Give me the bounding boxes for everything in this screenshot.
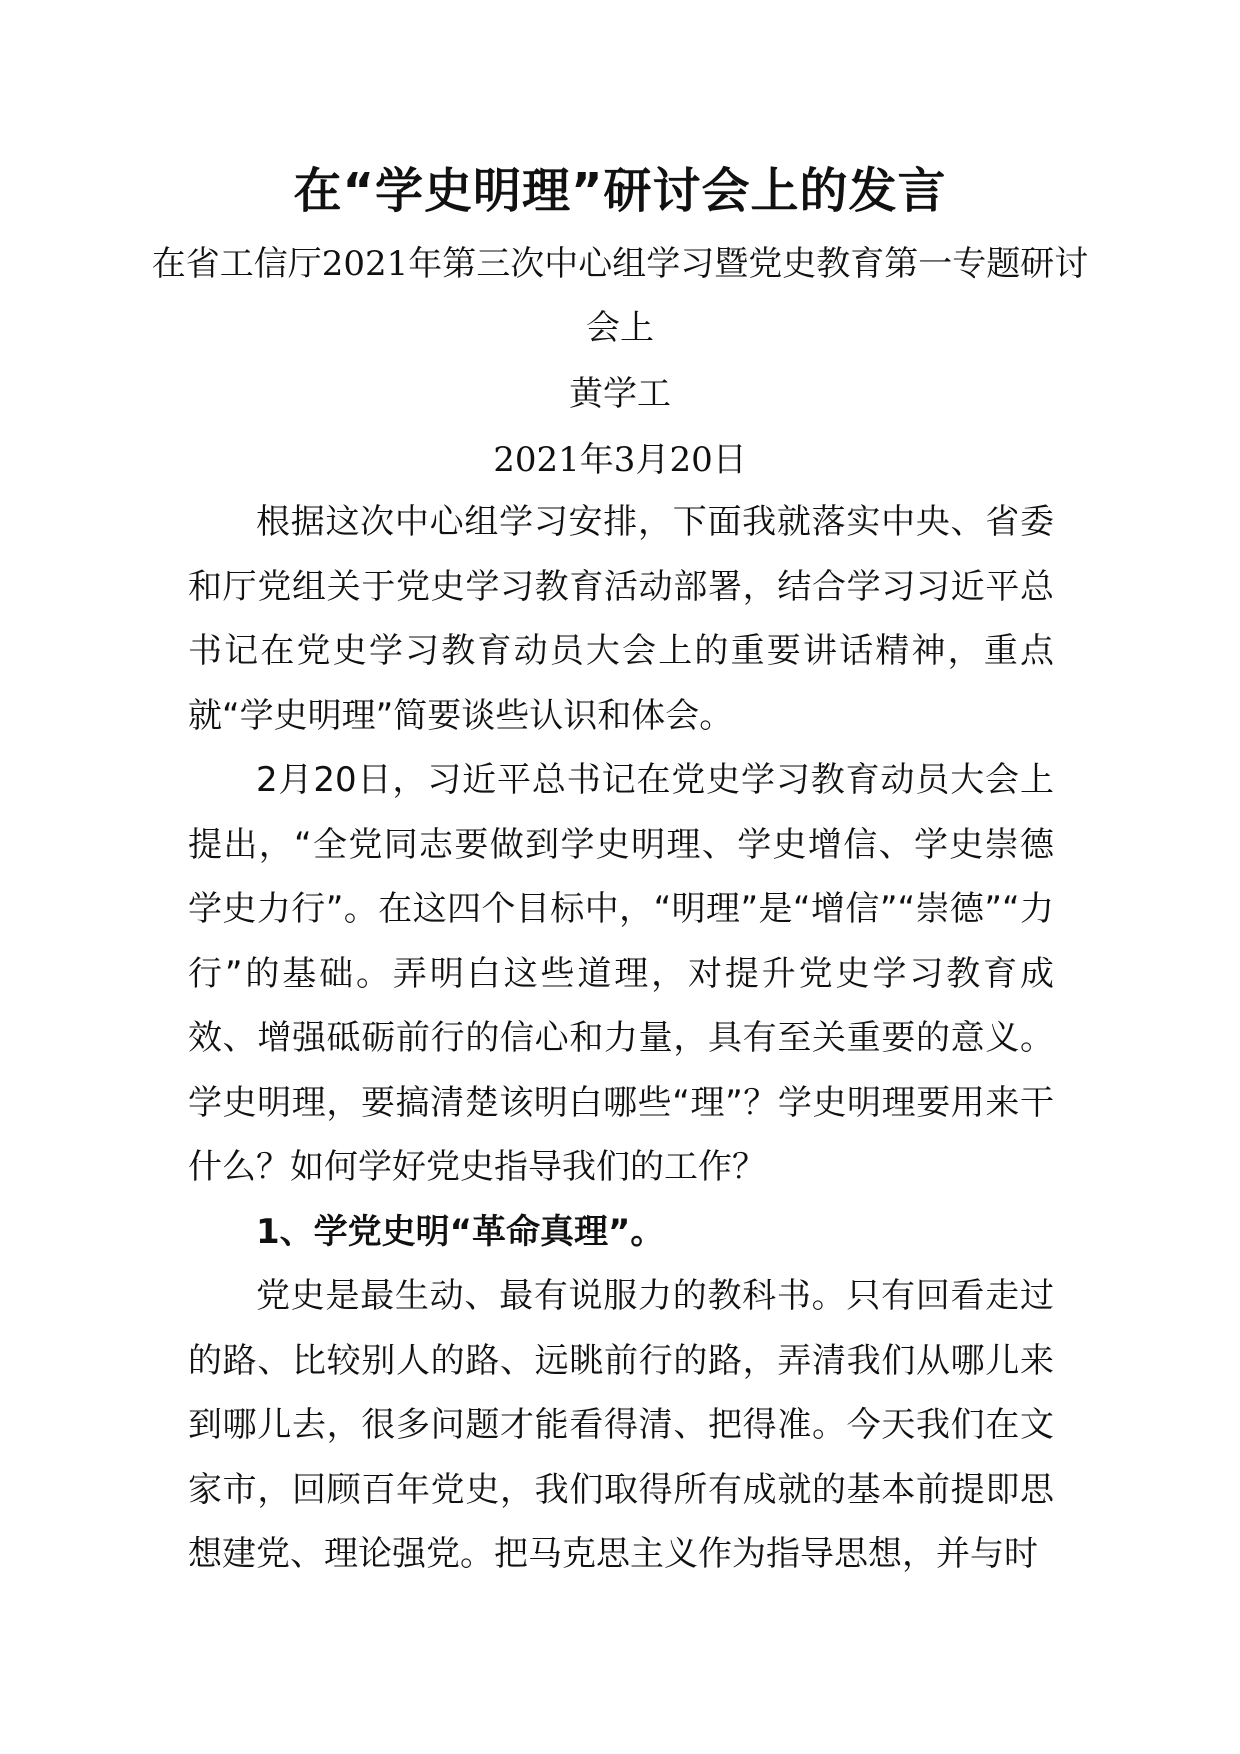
paragraph-section-1: 党史是最生动、最有说服力的教科书。只有回看走过的路、比较别人的路、远眺前行的路，弄清我们从哪儿来到哪儿去，很多问题才能看得清、把得准。今天我们在文家市，回顾百年党史，我们取得所有成就的基本前提即思想建党、理论强党。把马克思主义作为指导思想，并与时	[188, 1276, 1054, 1574]
document-author: 黄学工	[569, 374, 671, 414]
paragraph-intro: 根据这次中心组学习安排，下面我就落实中央、省委和厅党组关于党史学习教育活动部署，结合学习习近平总书记在党史学习教育动员大会上的重要讲话精神，重点就“学史明理”简要谈些认识和体会。	[188, 502, 1054, 736]
document-body	[188, 490, 1054, 1587]
document-date: 2021年3月20日	[493, 440, 747, 480]
document-subtitle: 在省工信厅2021年第三次中心组学习暨党史教育第一专题研讨会上	[151, 244, 1089, 348]
document-title: 在“学史明理”研讨会上的发言	[293, 163, 947, 219]
paragraph-background: 2月20日，习近平总书记在党史学习教育动员大会上提出，“全党同志要做到学史明理、学史增信、学史崇德学史力行”。在这四个目标中，“明理”是“增信”“崇德”“力行”的基础。弄明白这些道理，对提升党史学习教育成效、增强砥砺前行的信心和力量，具有至关重要的意义。学史明理，要搞清楚该明白哪些“理”？学史明理要用来干什么？如何学好党史指导我们的工作？	[188, 760, 1054, 1187]
section-heading-1: 1、学党史明“革命真理”。	[256, 1211, 665, 1252]
